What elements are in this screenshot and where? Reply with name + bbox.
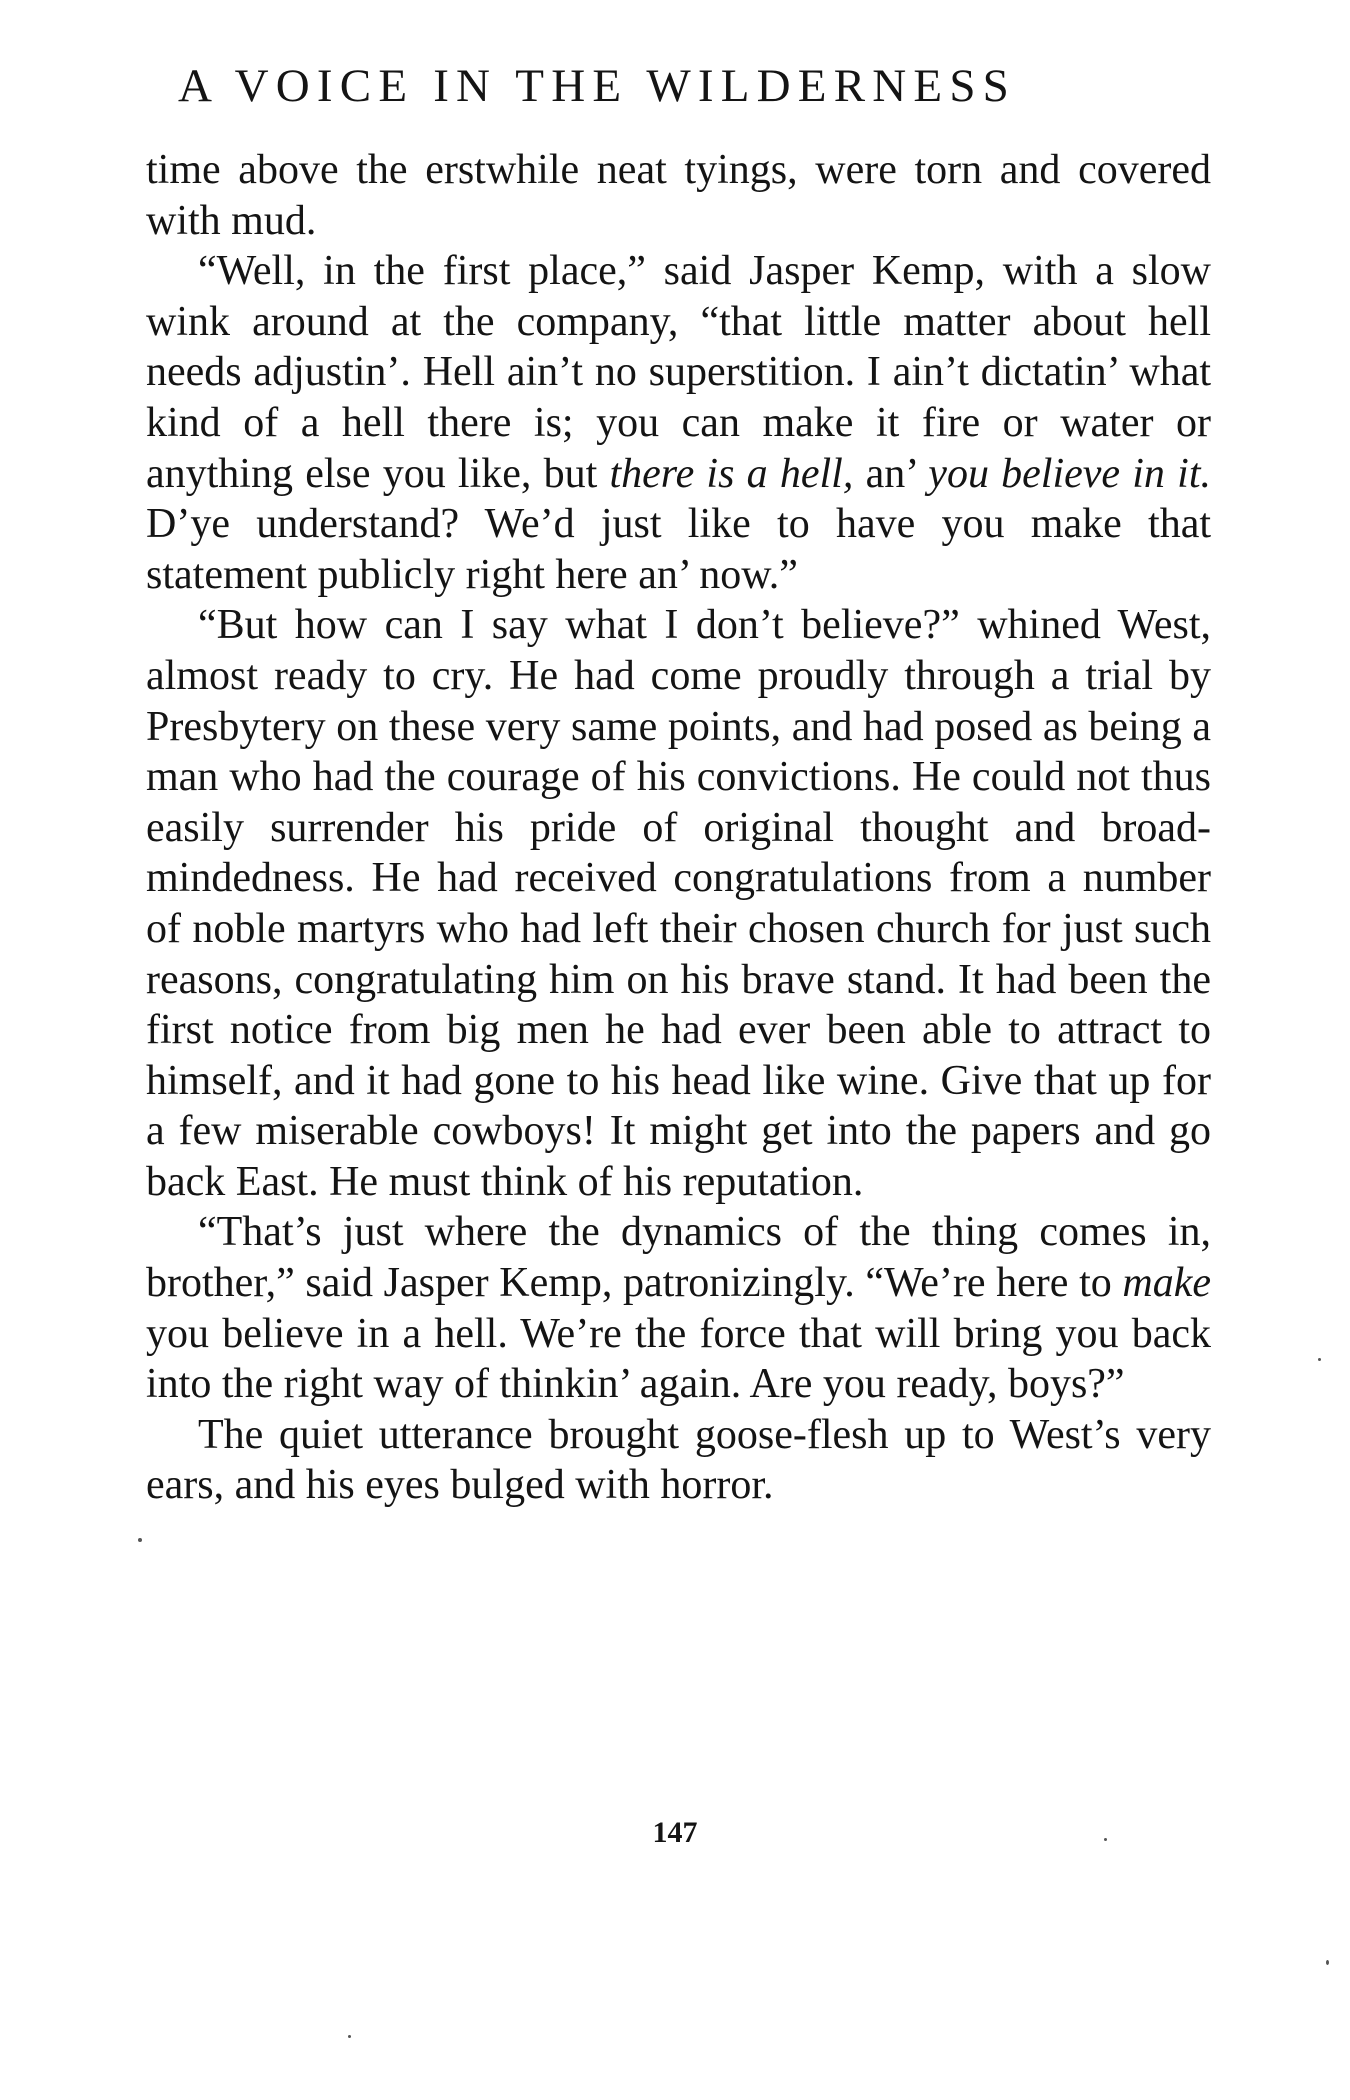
body-text [146, 145, 1211, 1511]
print-speck [1318, 1358, 1321, 1361]
paragraph-west-reply [146, 600, 1211, 1207]
text-segment: you believe in a hell. We’re the force that will bring you back into the right way of thinkin’ again. Are you ready, boys?” [146, 1310, 1211, 1408]
text-segment: time above the erstwhile neat tyings, were torn and covered with mud. [146, 147, 1211, 244]
paragraph-goose-flesh [146, 1410, 1211, 1511]
text-segment: “Well, in the first place,” said Jasper Kemp, with a slow wink around at the company, “that little matter about hell needs adjustin’. Hell ain’t no superstition. I ain’t dictatin’ what kind of a hell there is; you can make it fire or water or anything else you like, but [146, 248, 1211, 497]
text-segment: D’ye understand? We’d just like to have you make that statement publicly right here an’ now.” [146, 501, 1211, 598]
italic-text-segment: there is a hell, [609, 450, 854, 497]
text-segment: The quiet utterance brought goose-flesh up to West’s very ears, and his eyes bulged with horror. [146, 1411, 1211, 1509]
italic-text-segment: you believe in it. [928, 450, 1211, 497]
paragraph-continuation [146, 145, 1211, 246]
text-segment: “That’s just where the dynamics of the thing comes in, brother,” said Jasper Kemp, patronizingly. “We’re here to [146, 1209, 1211, 1307]
text-segment: “But how can I say what I don’t believe?” whined West, almost ready to cry. He had come proudly through a trial by Presbytery on these very same points, and had posed as being a man who had the courage of his convictions. He could not thus easily surrender his pride of original thought and broad-mindedness. He had received congratulations from a number of noble martyrs who had left their chosen church for just such reasons, congratulating him on his brave stand. It had been the first notice from big men he had ever been able to attract to himself, and it had gone to his head like wine. Give that up for a few miserable cowboys! It might get into the papers and go back East. He must think of his reputation. [146, 602, 1211, 1205]
text-segment: an’ [853, 450, 929, 497]
page-number: 147 [652, 1816, 698, 1849]
paragraph-jasper-demand [146, 246, 1211, 600]
running-title: A VOICE IN THE WILDERNESS [178, 60, 1016, 112]
print-speck [138, 1538, 142, 1542]
paragraph-jasper-dynamics [146, 1207, 1211, 1409]
print-speck [348, 2035, 351, 2038]
print-speck [1104, 1838, 1107, 1841]
italic-text-segment: make [1122, 1260, 1211, 1307]
print-speck [1326, 1960, 1329, 1965]
